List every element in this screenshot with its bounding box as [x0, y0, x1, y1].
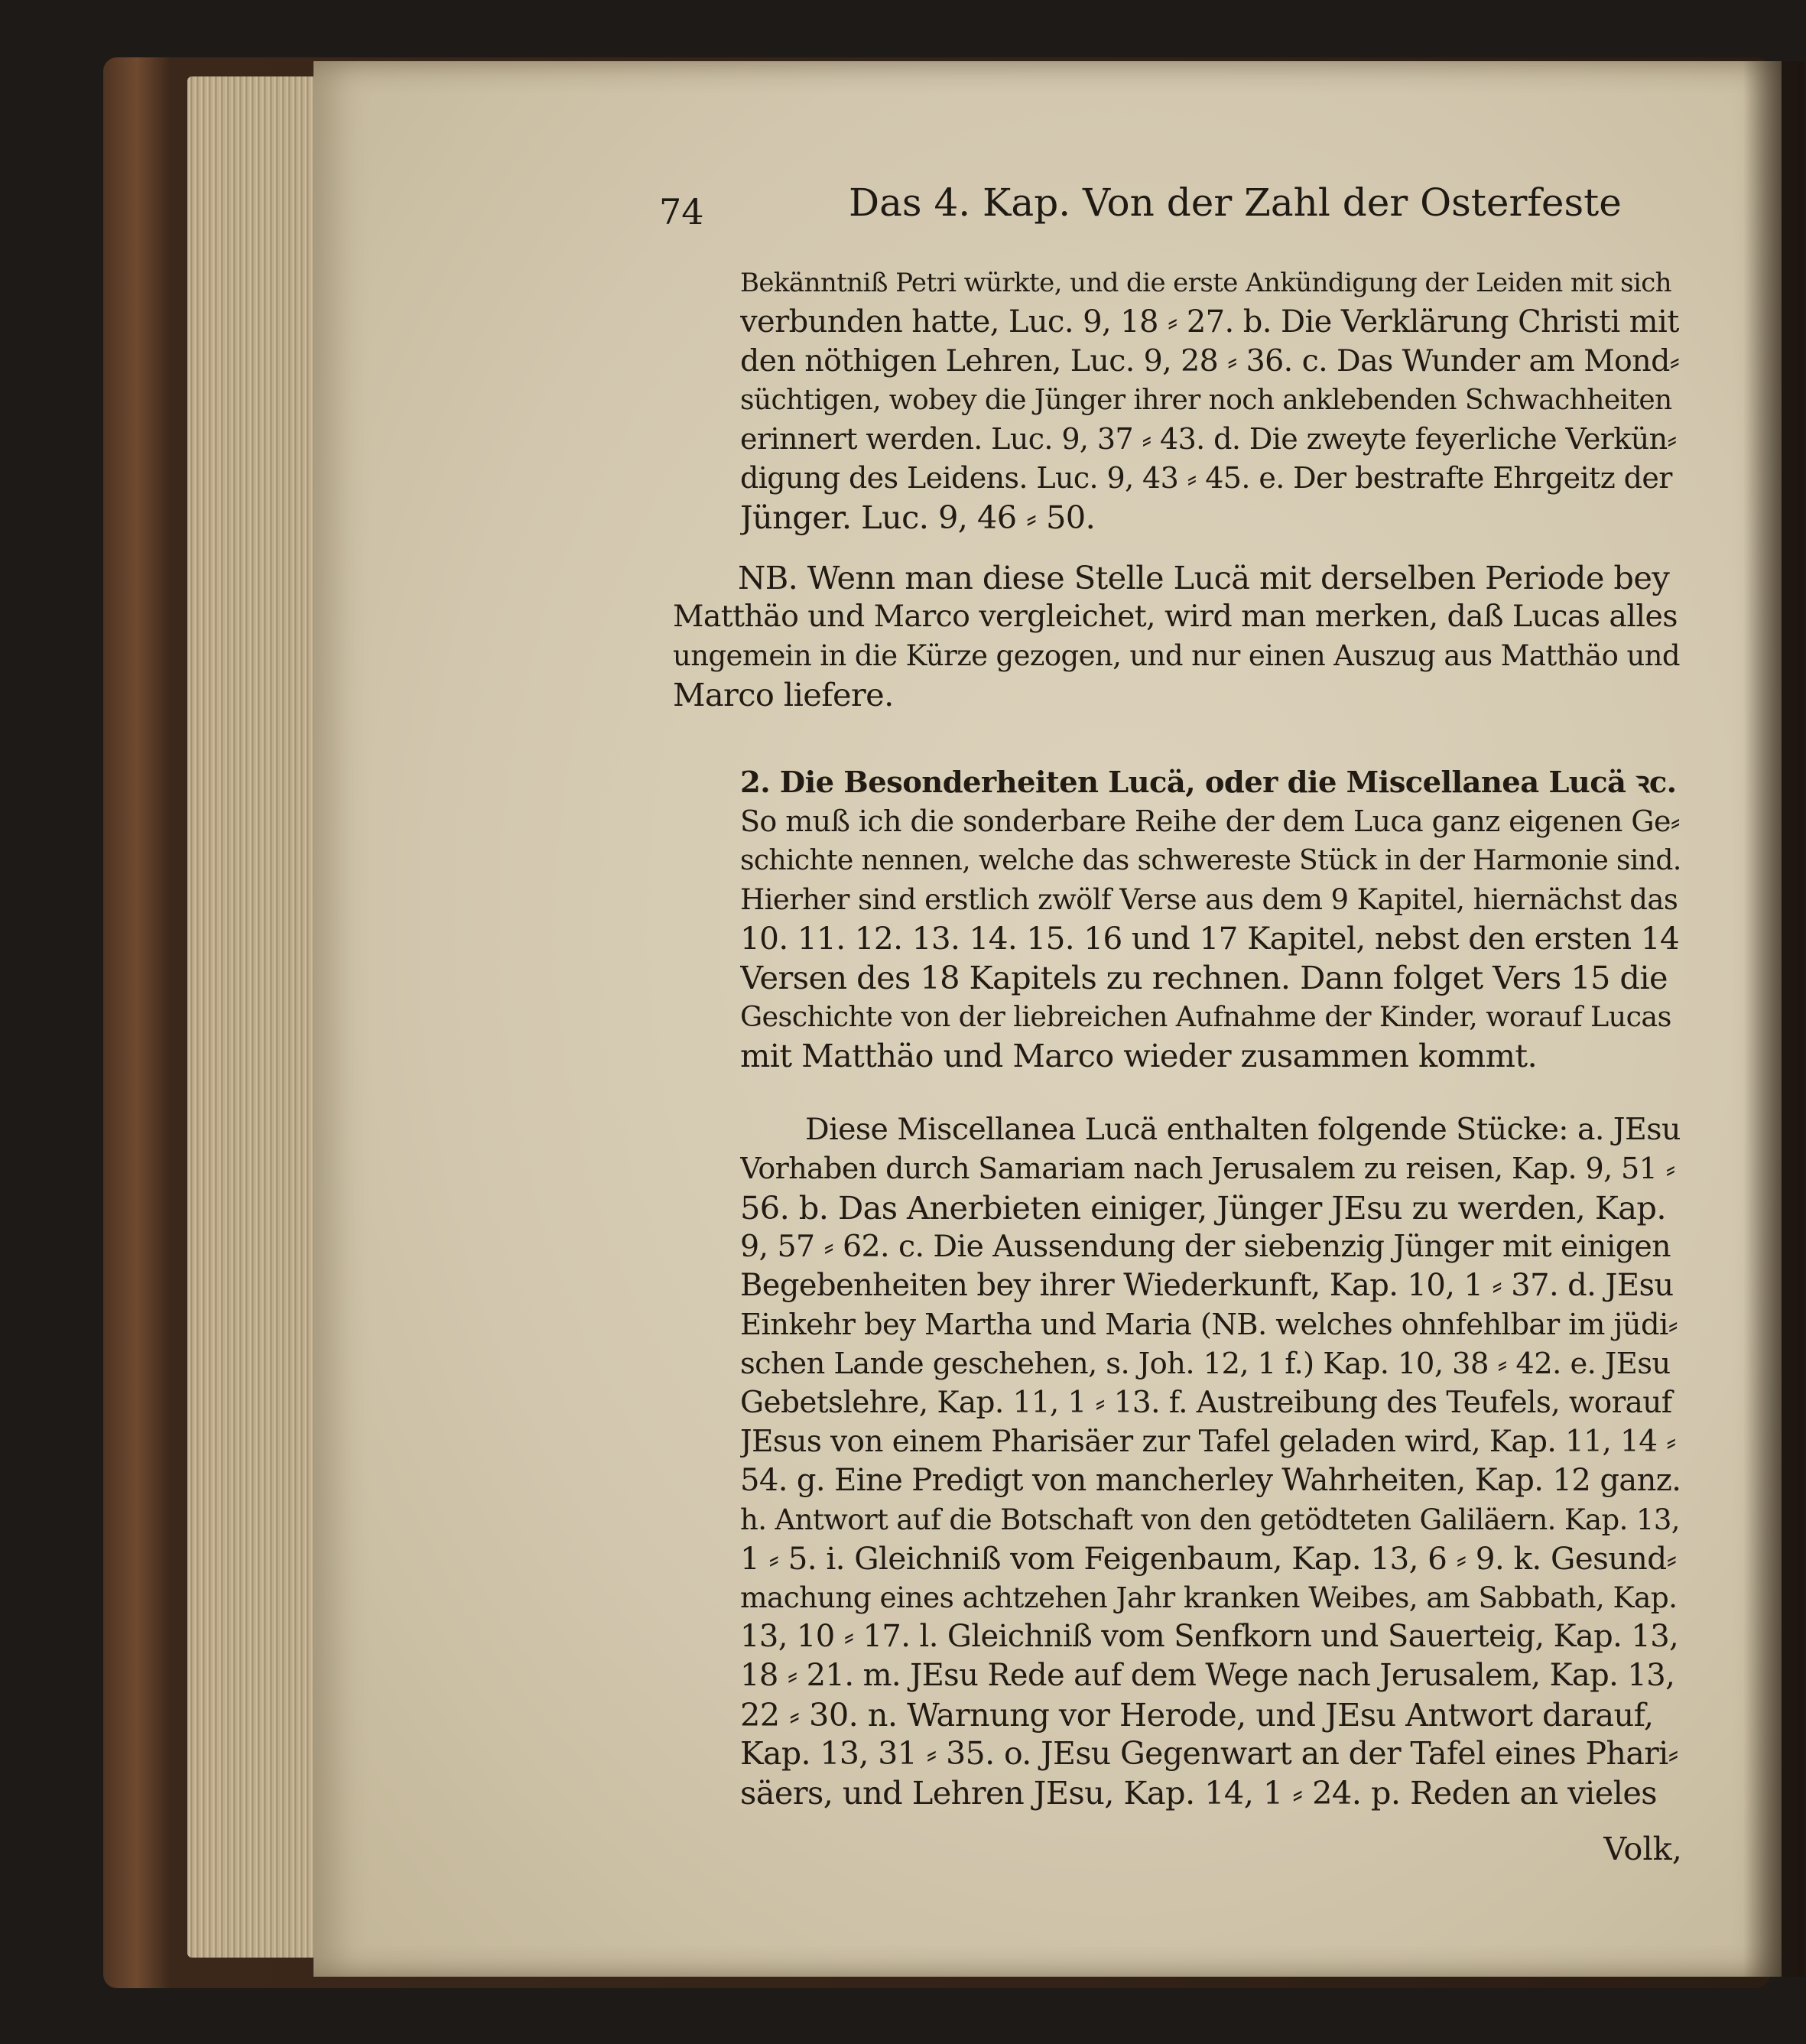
text-line: Jünger. Luc. 9, 46 ⸗ 50. — [740, 499, 1096, 536]
text-line: 22 ⸗ 30. n. Warnung vor Herode, und JEsu Antwort darauf, — [740, 1696, 1654, 1734]
page-number: 74 — [659, 191, 704, 232]
text-line: 10. 11. 12. 13. 14. 15. 16 und 17 Kapitel, nebst den ersten 14 — [740, 920, 1680, 957]
text-line: 13, 10 ⸗ 17. l. Gleichniß vom Senfkorn und Sauerteig, Kap. 13, — [740, 1619, 1679, 1654]
text-line: 1 ⸗ 5. i. Gleichniß vom Feigenbaum, Kap. 13, 6 ⸗ 9. k. Gesund⸗ — [740, 1540, 1677, 1577]
text-line: schichte nennen, welche das schwereste Stück in der Harmonie sind. — [740, 845, 1681, 876]
section-2 — [740, 763, 1682, 1075]
text-line: Einkehr bey Martha und Maria (NB. welches ohnfehlbar im jüdi⸗ — [740, 1308, 1678, 1342]
paragraph-1 — [740, 264, 1682, 537]
text-line: Marco liefere. — [673, 676, 894, 713]
text-line: Gebetslehre, Kap. 11, 1 ⸗ 13. f. Austreibung des Teufels, worauf — [740, 1386, 1672, 1420]
text-line: 54. g. Eine Predigt von mancherley Wahrheiten, Kap. 12 ganz. — [740, 1463, 1681, 1498]
text-line: JEsus von einem Pharisäer zur Tafel geladen wird, Kap. 11, 14 ⸗ — [740, 1425, 1676, 1459]
gutter-shadow — [1743, 61, 1804, 1977]
text-line: säers, und Lehren JEsu, Kap. 14, 1 ⸗ 24. p. Reden an vieles — [740, 1774, 1657, 1812]
text-line: machung eines achtzehen Jahr kranken Weibes, am Sabbath, Kap. — [740, 1581, 1678, 1614]
text-line: Begebenheiten bey ihrer Wiederkunft, Kap. 10, 1 ⸗ 37. d. JEsu — [740, 1268, 1674, 1303]
text-line: Diese Miscellanea Lucä enthalten folgende Stücke: a. JEsu — [805, 1112, 1681, 1147]
page-edges — [187, 76, 321, 1958]
text-line: Hierher sind erstlich zwölf Verse aus dem 9 Kapitel, hiernächst das — [740, 883, 1678, 916]
text-line: 56. b. Das Anerbieten einiger, Jünger JEsu zu werden, Kap. — [740, 1189, 1666, 1227]
text-line: 9, 57 ⸗ 62. c. Die Aussendung der siebenzig Jünger mit einigen — [740, 1229, 1671, 1264]
text-line: h. Antwort auf die Botschaft von den getödteten Galiläern. Kap. 13, — [740, 1503, 1680, 1536]
catchword: Volk, — [1603, 1830, 1682, 1867]
text-line: süchtigen, wobey die Jünger ihrer noch anklebenden Schwachheiten — [740, 385, 1672, 416]
text-line: Versen des 18 Kapitels zu rechnen. Dann folget Vers 15 die — [740, 959, 1668, 996]
text-line: Matthäo und Marco vergleichet, wird man merken, daß Lucas alles — [673, 599, 1678, 634]
text-line: schen Lande geschehen, s. Joh. 12, 1 f.) Kap. 10, 38 ⸗ 42. e. JEsu — [740, 1347, 1671, 1381]
text-line: 18 ⸗ 21. m. JEsu Rede auf dem Wege nach Jerusalem, Kap. 13, — [740, 1658, 1675, 1693]
text-line: digung des Leidens. Luc. 9, 43 ⸗ 45. e. Der bestrafte Ehrgeitz der — [740, 461, 1672, 495]
running-head: Das 4. Kap. Von der Zahl der Osterfeste — [849, 180, 1622, 225]
paragraph-nb — [673, 558, 1682, 714]
section-heading: 2. Die Besonderheiten Lucä, oder die Miscellanea Lucä ꝛc. — [740, 765, 1677, 800]
text-line: So muß ich die sonderbare Reihe der dem Luca ganz eigenen Ge⸗ — [740, 804, 1680, 838]
paragraph-miscellanea — [740, 1110, 1682, 1812]
text-line: mit Matthäo und Marco wieder zusammen kommt. — [740, 1037, 1538, 1074]
text-line: NB. Wenn man diese Stelle Lucä mit derselben Periode bey — [738, 559, 1670, 596]
text-line: den nöthigen Lehren, Luc. 9, 28 ⸗ 36. c. Das Wunder am Mond⸗ — [740, 343, 1680, 379]
text-line: Kap. 13, 31 ⸗ 35. o. JEsu Gegenwart an der Tafel eines Phari⸗ — [740, 1735, 1678, 1772]
text-line: erinnert werden. Luc. 9, 37 ⸗ 43. d. Die zweyte feyerliche Verkün⸗ — [740, 422, 1677, 456]
text-line: ungemein in die Kürze gezogen, und nur einen Auszug aus Matthäo und — [673, 639, 1680, 672]
text-line: Geschichte von der liebreichen Aufnahme der Kinder, worauf Lucas — [740, 1000, 1671, 1033]
text-line: Vorhaben durch Samariam nach Jerusalem zu reisen, Kap. 9, 51 ⸗ — [740, 1152, 1675, 1185]
text-line: verbunden hatte, Luc. 9, 18 ⸗ 27. b. Die Verklärung Christi mit — [740, 304, 1679, 340]
text-line: Bekänntniß Petri würkte, und die erste Ankündigung der Leiden mit sich — [740, 268, 1671, 298]
